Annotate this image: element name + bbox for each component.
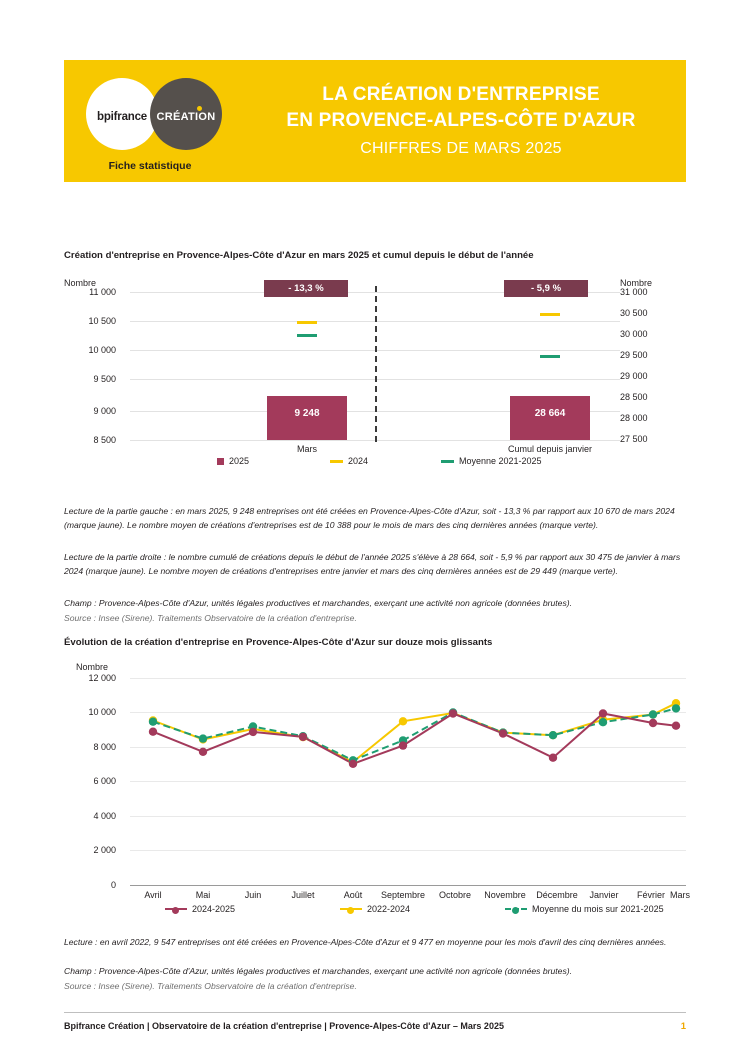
chart2-xlabel: Avril xyxy=(144,890,162,900)
chart1-legend-item-2025 xyxy=(217,456,249,466)
chart1-left-tick: 9 500 xyxy=(93,374,116,384)
chart1-marker-moyenne-mars xyxy=(297,334,317,337)
chart1-right-tick: 30 000 xyxy=(620,329,648,339)
square-marker-icon xyxy=(217,458,224,465)
chart1-legend-label: 2024 xyxy=(348,456,369,466)
fiche-statistique-label: Fiche statistique xyxy=(108,160,192,172)
chart2-xlabel: Août xyxy=(343,890,363,900)
chart2-title: Évolution de la création d'entreprise en Provence-Alpes-Côte d'Azur sur douze mois glissants xyxy=(64,637,493,648)
chart2-xlabel: Mars xyxy=(670,890,690,900)
chart2-xlabel: Mai xyxy=(195,890,211,900)
chart1-marker-moyenne-cumul xyxy=(540,355,560,358)
chart2-xlabel: Janvier xyxy=(589,890,619,900)
chart1-champ: Champ : Provence-Alpes-Côte d'Azur, unités légales productives et marchandes, exerçant une activité non agricole (données brutes). xyxy=(64,598,572,608)
chart1-marker-2024-mars xyxy=(297,321,317,324)
chart2-champ: Champ : Provence-Alpes-Côte d'Azur, unités légales productives et marchandes, exerçant une activité non agricole (données brutes). xyxy=(64,966,572,976)
chart2-xlabel: Septembre xyxy=(380,890,426,900)
chart2-legend-item-moyenne xyxy=(505,904,664,914)
chart2-xlabel: Juin xyxy=(244,890,262,900)
chart1-legend-item-2024 xyxy=(330,456,368,466)
chart1-source: Source : Insee (Sirene). Traitements Observatoire de la création d'entreprise. xyxy=(64,613,357,623)
chart2-xlabel: Novembre xyxy=(484,890,526,900)
chart2-legend-item-2022-2024 xyxy=(340,904,410,914)
bpifrance-logo-label: bpifrance xyxy=(97,111,147,123)
header-title xyxy=(236,82,686,134)
chart2-ytick: 0 xyxy=(110,880,116,890)
chart1-xlabel-cumul: Cumul depuis janvier xyxy=(507,444,593,454)
chart2-source: Source : Insee (Sirene). Traitements Observatoire de la création d'entreprise. xyxy=(64,981,357,991)
chart2-legend-item-2024-2025 xyxy=(165,904,235,914)
chart-bar-creation xyxy=(64,280,686,470)
chart1-right-tick: 28 000 xyxy=(620,413,648,423)
chart1-right-tick: 29 500 xyxy=(620,350,648,360)
chart2-ytick: 12 000 xyxy=(88,673,116,683)
chart2-ytick: 2 000 xyxy=(93,845,116,855)
chart1-right-tick: 31 000 xyxy=(620,287,648,297)
chart1-right-tick: 28 500 xyxy=(620,392,648,402)
chart2-legend-label: 2024-2025 xyxy=(192,904,236,914)
chart2-axis-label: Nombre xyxy=(76,662,109,672)
logo-zone xyxy=(64,60,236,182)
chart1-bar-2025-cumul: 28 664 xyxy=(510,396,590,440)
chart1-left-tick: 9 000 xyxy=(93,406,116,416)
dashed-line-marker-icon xyxy=(505,908,527,910)
line-marker-icon xyxy=(165,908,187,910)
chart1-left-tick: 8 500 xyxy=(93,435,116,445)
creation-logo-label: CRÉATION xyxy=(156,111,216,123)
chart1-right-tick: 29 000 xyxy=(620,371,648,381)
chart1-note-right: Lecture de la partie droite : le nombre cumulé de créations depuis le début de l'année 2025 s'élève à 28 664, soit - 5,9 % par rapport aux 30 475 de janvier à mars 2024 (marque jaune). Le nombre moyen de créations d'entreprises entre janvier et mars des cinq dernières années est de 29 449 (marque verte). xyxy=(64,552,681,576)
chart1-legend-item-moyenne xyxy=(441,456,542,466)
chart2-xlabel: Octobre xyxy=(438,890,471,900)
chart2-legend-label: 2022-2024 xyxy=(367,904,411,914)
chart1-left-tick: 10 500 xyxy=(88,316,116,326)
chart2-note: Lecture : en avril 2022, 9 547 entreprises ont été créées en Provence-Alpes-Côte d'Azur et 9 477 en moyenne pour les mois d'avril des cinq dernières années. xyxy=(64,937,667,947)
document-footer xyxy=(64,1012,686,1043)
chart2-legend-label: Moyenne du mois sur 2021-2025 xyxy=(532,904,664,914)
chart-line-evolution xyxy=(64,660,690,920)
chart1-left-axis-label: Nombre xyxy=(64,278,97,288)
line-marker-icon xyxy=(340,908,362,910)
chart2-plot xyxy=(130,678,686,886)
chart1-bar-2025-mars: 9 248 xyxy=(267,396,347,440)
header-title-line2: EN PROVENCE-ALPES-CÔTE D'AZUR xyxy=(286,110,636,131)
bpifrance-logo xyxy=(86,78,158,150)
chart1-left-tick: 11 000 xyxy=(89,287,116,297)
chart1-right-tick: 27 500 xyxy=(620,434,648,444)
chart1-left-tick: 10 000 xyxy=(88,345,116,355)
chart2-ytick: 4 000 xyxy=(93,811,116,821)
chart2-ytick: 8 000 xyxy=(93,742,116,752)
page-number: 1 xyxy=(680,1021,686,1032)
footer-text: Bpifrance Création | Observatoire de la création d'entreprise | Provence-Alpes-Côte d'Azur – Mars 2025 xyxy=(64,1021,504,1031)
dash-marker-icon xyxy=(330,460,343,463)
chart1-right-axis-label: Nombre xyxy=(620,278,653,288)
chart2-xlabel: Décembre xyxy=(536,890,578,900)
chart1-legend xyxy=(130,456,620,470)
chart1-title: Création d'entreprise en Provence-Alpes-Côte d'Azur en mars 2025 et cumul depuis le début de l'année xyxy=(64,250,534,261)
creation-logo-accent-dot xyxy=(197,106,202,111)
chart1-divider xyxy=(375,286,379,442)
chart1-right-tick: 30 500 xyxy=(620,308,648,318)
chart2-ytick: 6 000 xyxy=(93,776,116,786)
creation-logo xyxy=(150,78,222,150)
chart1-legend-label: Moyenne 2021-2025 xyxy=(459,456,542,466)
chart2-legend xyxy=(130,904,686,918)
chart2-xlabel: Février xyxy=(636,890,665,900)
dash-marker-icon xyxy=(441,460,454,463)
header-subtitle: CHIFFRES DE MARS 2025 xyxy=(360,140,562,157)
chart2-xlabel: Juillet xyxy=(291,890,315,900)
chart1-xlabel-mars: Mars xyxy=(297,444,317,454)
chart1-annotation-mars: - 13,3 % xyxy=(264,280,348,297)
chart1-marker-2024-cumul xyxy=(540,313,560,316)
chart1-annotation-cumul: - 5,9 % xyxy=(504,280,588,297)
header-title-line1: LA CRÉATION D'ENTREPRISE xyxy=(322,84,600,105)
chart2-ytick: 10 000 xyxy=(88,707,116,717)
chart1-note-left: Lecture de la partie gauche : en mars 2025, 9 248 entreprises ont été créées en Provence-Alpes-Côte d'Azur, soit - 13,3 % par rapport aux 10 670 de mars 2024 (marque jaune). Le nombre moyen de créations d'entreprises est de 10 388 pour le mois de mars des cinq dernières années (marque verte). xyxy=(64,506,675,530)
document-header xyxy=(64,60,686,182)
chart1-legend-label: 2025 xyxy=(229,456,250,466)
